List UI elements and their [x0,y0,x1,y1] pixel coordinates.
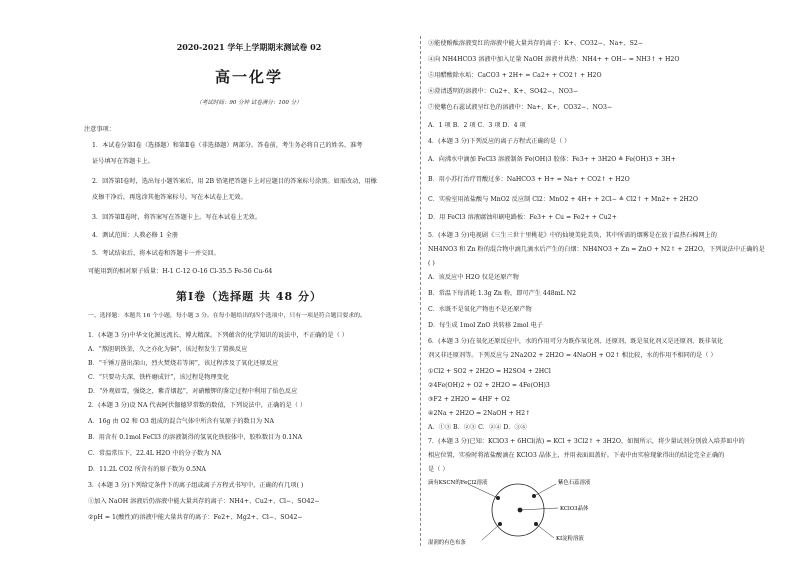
diagram-label-cloth: 湿润的有色布条 [428,540,466,546]
question-line: B．用小苏打治疗胃酸过多：NaHCO3 + H+ = Na+ + CO2↑ + H2O [428,176,630,183]
exam-info: （考试时间：90 分钟 试卷满分：100 分） [196,100,302,106]
atomic-masses: 可能用到的相对原子质量：H-1 C-12 O-16 Cl-35.5 Fe-56 Cu-64 [88,268,273,275]
question-line: 相应位置，实验时将浓盐酸滴在 KClO3 晶体上，并用表面皿盖好。下表中由实验现象得出的结论完全正确的 [428,452,725,459]
notes-title: 注意事项： [84,126,115,133]
question-line: C．常温常压下，22.4L H2O 中的分子数为 NA [88,450,222,457]
question-line: ②pH = 1(酸性)的溶液中能大量共存的离子：Fe2+、Mg2+、Cl−、SO42− [88,514,303,521]
note-line: 证号填写在答题卡上。 [92,158,154,165]
question-line: ①Cl2 + SO2 + 2H2O = H2SO4 + 2HCl [428,368,551,375]
note-line: 皮擦干净后，再选涂其他答案标号。写在本试卷上无效。 [92,194,247,201]
left-column [84,36,414,546]
label-leader [482,524,500,540]
question-line: ④2Na + 2H2O = 2NaOH + H2↑ [428,410,531,417]
question-line: 剂又非还原剂等。下列反应与 2Na2O2 + 2H2O = 4NaOH + O2↑ 相比较，水的作用不相同的是（ ） [428,352,717,359]
question-line: 6．(本题 3 分)在氧化还原反应中，水的作用可分为既作氧化剂、还原剂，既是氧化剂又是还原剂、既非氧化 [428,338,724,345]
question-line: ⑤用醋酸除水垢：CaCO3 + 2H+ = Ca2+ + CO2↑ + H2O [428,72,602,79]
question-line: B．用含有 0.1mol FeCl3 的溶液制得的氢氧化铁胶体中，胶粒数目为 0.1NA [88,434,303,441]
note-line: 5．考试结束后，将本试卷和答题卡一并交回。 [92,250,220,257]
question-line: ⑦使紫色石蕊试液呈红色的溶液中：Na+、K+、CO32−、NO3− [428,104,613,111]
question-line: D．用 FeCl3 溶液腐蚀印刷电路板：Fe3+ + Cu = Fe2+ + Cu2+ [428,214,617,221]
question-line: 2．(本题 3 分)设 NA 代表阿伏伽德罗常数的数值，下列说法中，正确的是（ ） [88,402,307,409]
question-line: ②4Fe(OH)2 + O2 + 2H2O = 4Fe(OH)3 [428,382,550,389]
question-line: A．“熬胆矾铁釜，久之亦化为铜”，该过程发生了置换反应 [88,346,248,353]
note-line: 3．回答第Ⅱ卷时，将答案写在答题卡上。写在本试卷上无效。 [92,214,262,221]
column-divider [420,36,421,546]
label-leader [534,484,556,496]
exam-title: 2020-2021 学年上学期期末测试卷 02 [176,42,322,52]
question-line: B．常温下每消耗 1.3g Zn 粉，即可产生 448mL N2 [428,290,577,297]
diagram-label-litmus: 紫色石蕊溶液 [558,480,591,486]
question-line: 3．(本题 3 分)下列给定条件下的离子组或离子方程式书写中，正确的有几项( ) [88,482,304,489]
question-line: 1．(本题 3 分)中华文化源远流长、博大精深。下列蕴含的化学知识的说法中，不正确的是（ ） [88,332,348,339]
label-leader [520,508,558,510]
section-title: 第Ⅰ卷（选择题 共 48 分） [176,290,322,303]
question-line: C．实验室用浓盐酸与 MnO2 反应制 Cl2：MnO2 + 4H+ + 2Cl− ≜ Cl2↑ + Mn2+ + 2H2O [428,196,698,203]
question-line: D．11.2L CO2 所含有的原子数为 0.5NA [88,466,206,473]
label-leader [468,484,498,498]
question-line: D．每生成 1mol ZnO 共转移 2mol 电子 [428,322,543,329]
question-line: 是（ ） [428,466,449,473]
section-intro: 一、选择题：本题共 16 个小题，每小题 3 分。在每小题给出的四个选项中，只有一项是符合题目要求的。 [88,313,366,319]
question-line: A．1 项 B．2 项 C．3 项 D．4 项 [428,122,526,129]
question-line: A．该反应中 H2O 仅是还原产物 [428,274,519,281]
question-line: ③F2 + 2H2O = 4HF + O2 [428,396,511,403]
note-line: 4．测试范围：人教必修 1 全册 [92,232,179,239]
question-line: NH4NO3 和 Zn 粉的混合物中滴几滴水后产生的白烟：NH4NO3 + Zn = ZnO + N2↑ + 2H2O，下列说法中正确的是 [428,246,765,253]
question-line: ①加入 NaOH 溶液后仍溶液中能大量共存的离子：NH4+、Cu2+、Cl−、SO42− [88,498,320,505]
question-line: A．向沸水中滴加 FeCl3 溶液制备 Fe(OH)3 胶体：Fe3+ + 3H2O ≜ Fe(OH)3 + 3H+ [428,156,676,163]
question-line: C．水既不是氧化产物也不是还原产物 [428,306,532,313]
question-line: D．“外观如雪，强烧之，紫青烟起”，对硝酸钾的鉴定过程中利用了焰色反应 [88,388,298,395]
petri-dish-diagram [428,478,780,546]
diagram-label-ki: KI淀粉溶液 [556,536,584,542]
question-line: 4．(本题 3 分)下列反应的离子方程式正确的是（ ） [428,138,571,145]
question-line: ④向 NH4HCO3 溶液中加入足量 NaOH 溶液并共热：NH4+ + OH− = NH3↑ + H2O [428,56,680,63]
diagram-label-fecl2: 滴有KSCN的FeCl2溶液 [428,480,488,486]
question-line: ( ) [428,260,435,267]
question-line: A．①③ B．②③ C．②④ D．③④ [428,424,527,431]
question-line: 5．(本题 3 分)电视剧《三生三世十里桃花》中的仙境美轮美奂，其中所需的烟雾是在放于温热石棉网上的 [428,232,717,239]
label-leader [536,524,554,538]
right-column [428,36,780,546]
question-line: 7．(本题 3 分)已知：KClO3 + 6HCl(浓) = KCl + 3Cl2↑ + 3H2O，如图所示，将少量试剂分别放入培养皿中的 [428,438,745,445]
question-line: ⑥澄清透明的溶液中：Cu2+、K+、SO42−、NO3− [428,88,579,95]
subject-title: 高一化学 [214,68,283,86]
question-line: B．“千锤万凿出深山，烈火焚烧若等闲”，该过程涉及了氧化还原反应 [88,360,279,367]
question-line: C．“只要功夫深，铁杵磨成针”，该过程是物理变化 [88,374,229,381]
question-line: ③能使酚酞溶液变红的溶液中能大量共存的离子：K+、CO32−、Na+、S2− [428,40,644,47]
question-line: A．16g 由 O2 和 O3 组成的混合气体中所含有氧原子的数目为 NA [88,418,274,425]
diagram-label-kclo3: KClO3晶体 [560,506,589,512]
note-line: 1．本试卷分第Ⅰ卷（选择题）和第Ⅱ卷（非选择题）两部分。答卷前，考生务必将自己的姓名、准考 [92,142,363,149]
note-line: 2．回答第Ⅰ卷时，选出每小题答案后，用 2B 铅笔把答题卡上对应题目的答案标号涂黑。如需改动，用橡 [92,178,377,185]
